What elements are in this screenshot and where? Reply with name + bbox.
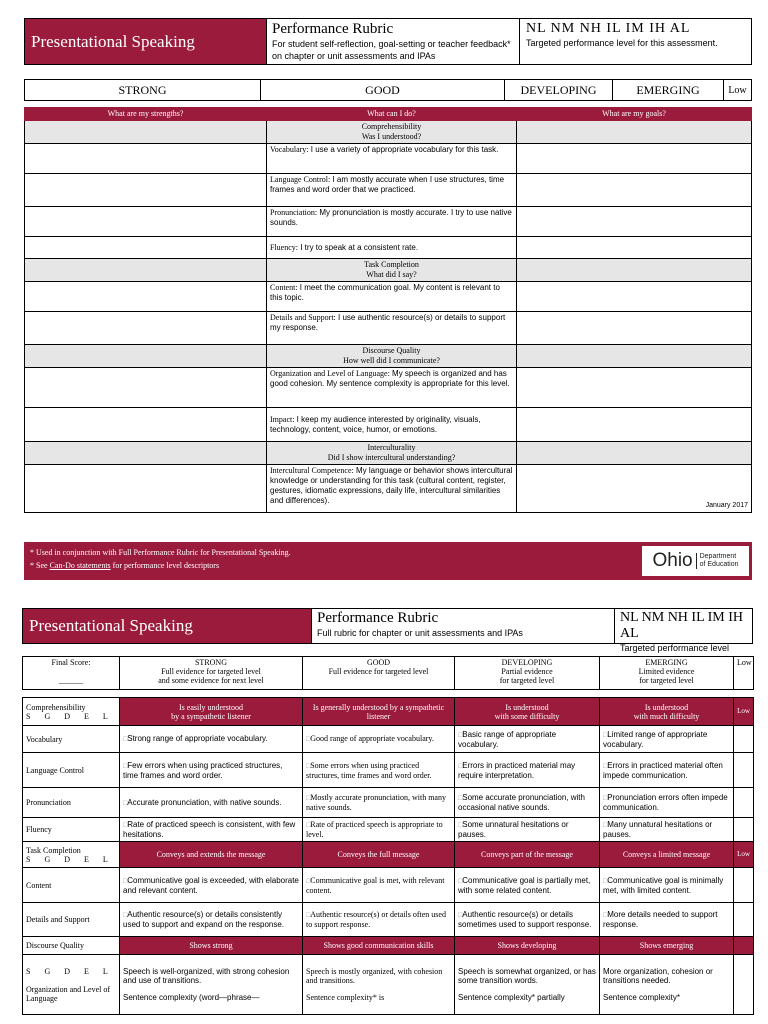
- criterion-checkbox[interactable]: □ Errors in practiced material often impede communication.: [600, 753, 734, 788]
- strengths-cell[interactable]: [25, 174, 267, 207]
- criterion-checkbox[interactable]: □ Rate of practiced speech is consistent, with few hesitations.: [120, 818, 303, 842]
- full-rubric-table: [22, 656, 754, 1015]
- criterion-checkbox[interactable]: □ Communicative goal is minimally met, with limited content.: [600, 868, 734, 903]
- criterion-checkbox[interactable]: □ Limited range of appropriate vocabulary.: [600, 726, 734, 753]
- levels-subtitle: Targeted performance level for this assessment.: [526, 38, 718, 48]
- ohio-logo: [642, 546, 749, 576]
- goals-cell[interactable]: [517, 312, 752, 345]
- criterion-checkbox[interactable]: Sentence complexity* is: [306, 993, 385, 1002]
- table-row: Pronunciation □ Accurate pronunciation, with native sounds. □ Mostly accurate pronunciation, with many native sounds. □ Some accurate pronunciation, with occasional native sounds. □ Pronunciation errors often impede communication.: [23, 788, 754, 818]
- criterion-checkbox[interactable]: □ Communicative goal is exceeded, with elaborate and relevant content.: [120, 868, 303, 903]
- col-goals: What are my goals?: [517, 108, 752, 121]
- footnote-2: * See Can-Do statements for performance level descriptors: [30, 561, 220, 570]
- criterion-checkbox[interactable]: □ More details needed to support response.: [600, 903, 734, 937]
- category-emerging: EMERGING: [612, 80, 723, 100]
- section-title: Interculturality Did I show intercultural understanding?: [267, 442, 517, 465]
- section-row: [25, 121, 752, 144]
- rubric-box: [266, 19, 519, 64]
- date-stamp: January 2017: [705, 502, 748, 509]
- section-row: Comprehensibility S G D E L Is easily understood by a sympathetic listener Is generally understood by a sympathetic listener Is understood with some difficulty Is understood with much difficulty Low: [23, 698, 754, 726]
- criterion-checkbox[interactable]: □ Basic range of appropriate vocabulary.: [455, 726, 600, 753]
- footnote-1: * Used in conjunction with Full Performance Rubric for Presentational Speaking.: [30, 548, 291, 557]
- table-row: Language Control: I am mostly accurate when I use structures, time frames and word order that we practiced.: [25, 174, 752, 207]
- strengths-cell[interactable]: [25, 312, 267, 345]
- criterion-checkbox[interactable]: □ Some accurate pronunciation, with occasional native sounds.: [455, 788, 600, 818]
- table-row: Organization and Level of Language: My speech is organized and has good cohesion. My sentence complexity is appropriate for this level.: [25, 368, 752, 408]
- table-row: Impact: I keep my audience interested by originality, visuals, technology, content, voice, humor, or emotions.: [25, 408, 752, 442]
- criterion-checkbox[interactable]: □ Authentic resource(s) or details sometimes used to support response.: [455, 903, 600, 937]
- col-strong: STRONG Full evidence for targeted level and some evidence for next level: [120, 657, 303, 690]
- section-row: [25, 259, 752, 282]
- criterion-checkbox[interactable]: Speech is well-organized, with strong cohesion and use of transitions.: [123, 967, 290, 985]
- section-title: Task Completion S G D E L: [23, 842, 120, 868]
- category-low: Low: [723, 80, 751, 100]
- criterion-checkbox[interactable]: □ Some unnatural hesitations or pauses.: [455, 818, 600, 842]
- can-do-link[interactable]: Can-Do statements: [49, 561, 111, 570]
- goals-cell[interactable]: [517, 174, 752, 207]
- p2-header: [22, 608, 753, 653]
- table-row: Content: I meet the communication goal. My content is relevant to this topic.: [25, 282, 752, 312]
- criterion-checkbox[interactable]: □ Mostly accurate pronunciation, with many native sounds.: [303, 788, 455, 818]
- col-low: Low: [734, 657, 754, 690]
- criterion-checkbox[interactable]: □ Good range of appropriate vocabulary.: [303, 726, 455, 753]
- criterion-checkbox[interactable]: □ Some errors when using practiced structures, time frames and word order.: [303, 753, 455, 788]
- strengths-cell[interactable]: [25, 237, 267, 259]
- rubric-box: [311, 609, 614, 643]
- section-row: [25, 442, 752, 465]
- criterion-checkbox[interactable]: □ Authentic resource(s) or details consistently used to support and expand on the response.: [120, 903, 303, 937]
- criterion-checkbox[interactable]: □ Accurate pronunciation, with native sounds.: [120, 788, 303, 818]
- criterion-checkbox[interactable]: □ Communicative goal is partially met, with some related content.: [455, 868, 600, 903]
- criterion-checkbox[interactable]: □ Authentic resource(s) or details often used to support response.: [303, 903, 455, 937]
- col-emerging: EMERGING Limited evidence for targeted level: [600, 657, 734, 690]
- goals-cell[interactable]: [517, 368, 752, 408]
- table-row: Pronunciation: My pronunciation is mostly accurate. I try to use native sounds.: [25, 207, 752, 237]
- goals-cell[interactable]: [517, 408, 752, 442]
- p1-header: [24, 18, 752, 65]
- rubric-subtitle: Full rubric for chapter or unit assessments and IPAs: [317, 628, 523, 638]
- rubric-header-row: [23, 657, 754, 690]
- section-row: Discourse Quality Shows strong Shows good communication skills Shows developing Shows emerging: [23, 937, 754, 955]
- table-row: Details and Support □ Authentic resource(s) or details consistently used to support and expand on the response. □ Authentic resource(s) or details often used to support response. □ Authentic resource(s) or details sometimes used to support response. □ More details needed to support response.: [23, 903, 754, 937]
- section-title: Discourse Quality How well did I communicate?: [267, 345, 517, 368]
- criterion-checkbox[interactable]: □ Few errors when using practiced structures, time frames and word order.: [120, 753, 303, 788]
- criterion-checkbox[interactable]: Sentence complexity (word—phrase—: [123, 993, 260, 1002]
- goals-cell[interactable]: [517, 282, 752, 312]
- levels-subtitle: Targeted performance level: [620, 643, 730, 653]
- section-title: Discourse Quality: [23, 937, 120, 955]
- strengths-cell[interactable]: [25, 368, 267, 408]
- self-reflection-table: [24, 107, 752, 513]
- page-title: Presentational Speaking: [23, 609, 311, 643]
- level-options: NL NM NH IL IM IH AL: [620, 610, 743, 641]
- strengths-cell[interactable]: [25, 144, 267, 174]
- criterion-checkbox[interactable]: □ Many unnatural hesitations or pauses.: [600, 818, 734, 842]
- section-title: Comprehensibility S G D E L: [23, 698, 120, 726]
- col-can-do: What can I do?: [267, 108, 517, 121]
- levels-box: [519, 19, 751, 64]
- criterion-checkbox[interactable]: □ Errors in practiced material may require interpretation.: [455, 753, 600, 788]
- goals-cell[interactable]: [517, 237, 752, 259]
- criterion-checkbox[interactable]: □ Strong range of appropriate vocabulary.: [120, 726, 303, 753]
- strengths-cell[interactable]: [25, 207, 267, 237]
- section-title: Comprehensibility Was I understood?: [267, 121, 517, 144]
- logo-word: Ohio: [652, 550, 693, 571]
- category-developing: DEVELOPING: [504, 80, 612, 100]
- criterion-text: Sentence complexity* partially: [458, 993, 565, 1002]
- goals-cell[interactable]: [517, 144, 752, 174]
- strengths-cell[interactable]: [25, 465, 267, 513]
- level-options: NL NM NH IL IM IH AL: [526, 21, 691, 36]
- table-row: Language Control □ Few errors when using practiced structures, time frames and word order. □ Some errors when using practiced structures, time frames and word order. □ Errors in practiced material may require interpretation. □ Errors in practiced material often impede communication.: [23, 753, 754, 788]
- goals-cell[interactable]: [517, 465, 752, 513]
- criterion-checkbox[interactable]: □ Communicative goal is met, with relevant content.: [303, 868, 455, 903]
- criterion-checkbox[interactable]: Speech is somewhat organized, or has some transition words.: [458, 967, 596, 985]
- section-row: Task Completion S G D E L Conveys and extends the message Conveys the full message Conveys part of the message Conveys a limited message Low: [23, 842, 754, 868]
- final-score-cell[interactable]: Final Score: ______: [23, 657, 120, 690]
- category-good: GOOD: [260, 80, 504, 100]
- table-row: Intercultural Competence: My language or behavior shows intercultural knowledge or understanding for this task (cultural content, register, gestures, idiomatic expressions, daily life, intercultural similarities and differences). January 2017: [25, 465, 752, 513]
- criterion-checkbox[interactable]: □ Rate of practiced speech is appropriate to level.: [303, 818, 455, 842]
- strengths-cell[interactable]: [25, 408, 267, 442]
- criterion-checkbox[interactable]: Sentence complexity*: [603, 993, 680, 1002]
- criterion-checkbox[interactable]: □ Pronunciation errors often impede communication.: [600, 788, 734, 818]
- table-row: Vocabulary □ Strong range of appropriate vocabulary. □ Good range of appropriate vocabulary. □ Basic range of appropriate vocabulary. □ Limited range of appropriate vocabulary.: [23, 726, 754, 753]
- page-title: Presentational Speaking: [25, 19, 266, 64]
- section-row: [25, 345, 752, 368]
- score-categories: [24, 79, 752, 101]
- table-row: S G D E L Organization and Level of Language Speech is well-organized, with strong cohesion and use of transitions. Sentence complexity (word—phrase— Speech is mostly organized, with cohesion and transitions. Sentence complexity* is Speech is somewhat organized, or has some transition words. Sentence complexity* partially More organization, cohesion or transitions needed. Sentence complexity*: [23, 955, 754, 1015]
- section-title: Task Completion What did I say?: [267, 259, 517, 282]
- table-header-row: [25, 108, 752, 121]
- category-strong: STRONG: [118, 82, 167, 97]
- criterion-checkbox[interactable]: Speech is mostly organized, with cohesion and transitions.: [306, 967, 443, 985]
- table-row: Fluency □ Rate of practiced speech is consistent, with few hesitations. □ Rate of practiced speech is appropriate to level. □ Some unnatural hesitations or pauses. □ Many unnatural hesitations or pauses.: [23, 818, 754, 842]
- table-row: Fluency: I try to speak at a consistent rate.: [25, 237, 752, 259]
- logo-sub: Department of Education: [696, 553, 739, 569]
- goals-cell[interactable]: [517, 207, 752, 237]
- strengths-cell[interactable]: [25, 282, 267, 312]
- col-good: GOOD Full evidence for targeted level: [303, 657, 455, 690]
- table-row: Details and Support: I use authentic resource(s) or details to support my response.: [25, 312, 752, 345]
- p1-footer: [24, 542, 752, 580]
- levels-box: [614, 609, 752, 653]
- col-developing: DEVELOPING Partial evidence for targeted level: [455, 657, 600, 690]
- table-row: Vocabulary: I use a variety of appropriate vocabulary for this task.: [25, 144, 752, 174]
- rubric-title: Performance Rubric: [272, 21, 394, 37]
- rubric-subtitle: For student self-reflection, goal-setting or teacher feedback* on chapter or unit assessments and IPAs: [272, 39, 511, 61]
- rubric-title: Performance Rubric: [317, 610, 439, 626]
- table-row: Content □ Communicative goal is exceeded, with elaborate and relevant content. □ Communicative goal is met, with relevant content. □ Communicative goal is partially met, with some related content. □ Communicative goal is minimally met, with limited content.: [23, 868, 754, 903]
- col-strengths: What are my strengths?: [25, 108, 267, 121]
- criterion-checkbox[interactable]: More organization, cohesion or transitions needed.: [603, 967, 713, 985]
